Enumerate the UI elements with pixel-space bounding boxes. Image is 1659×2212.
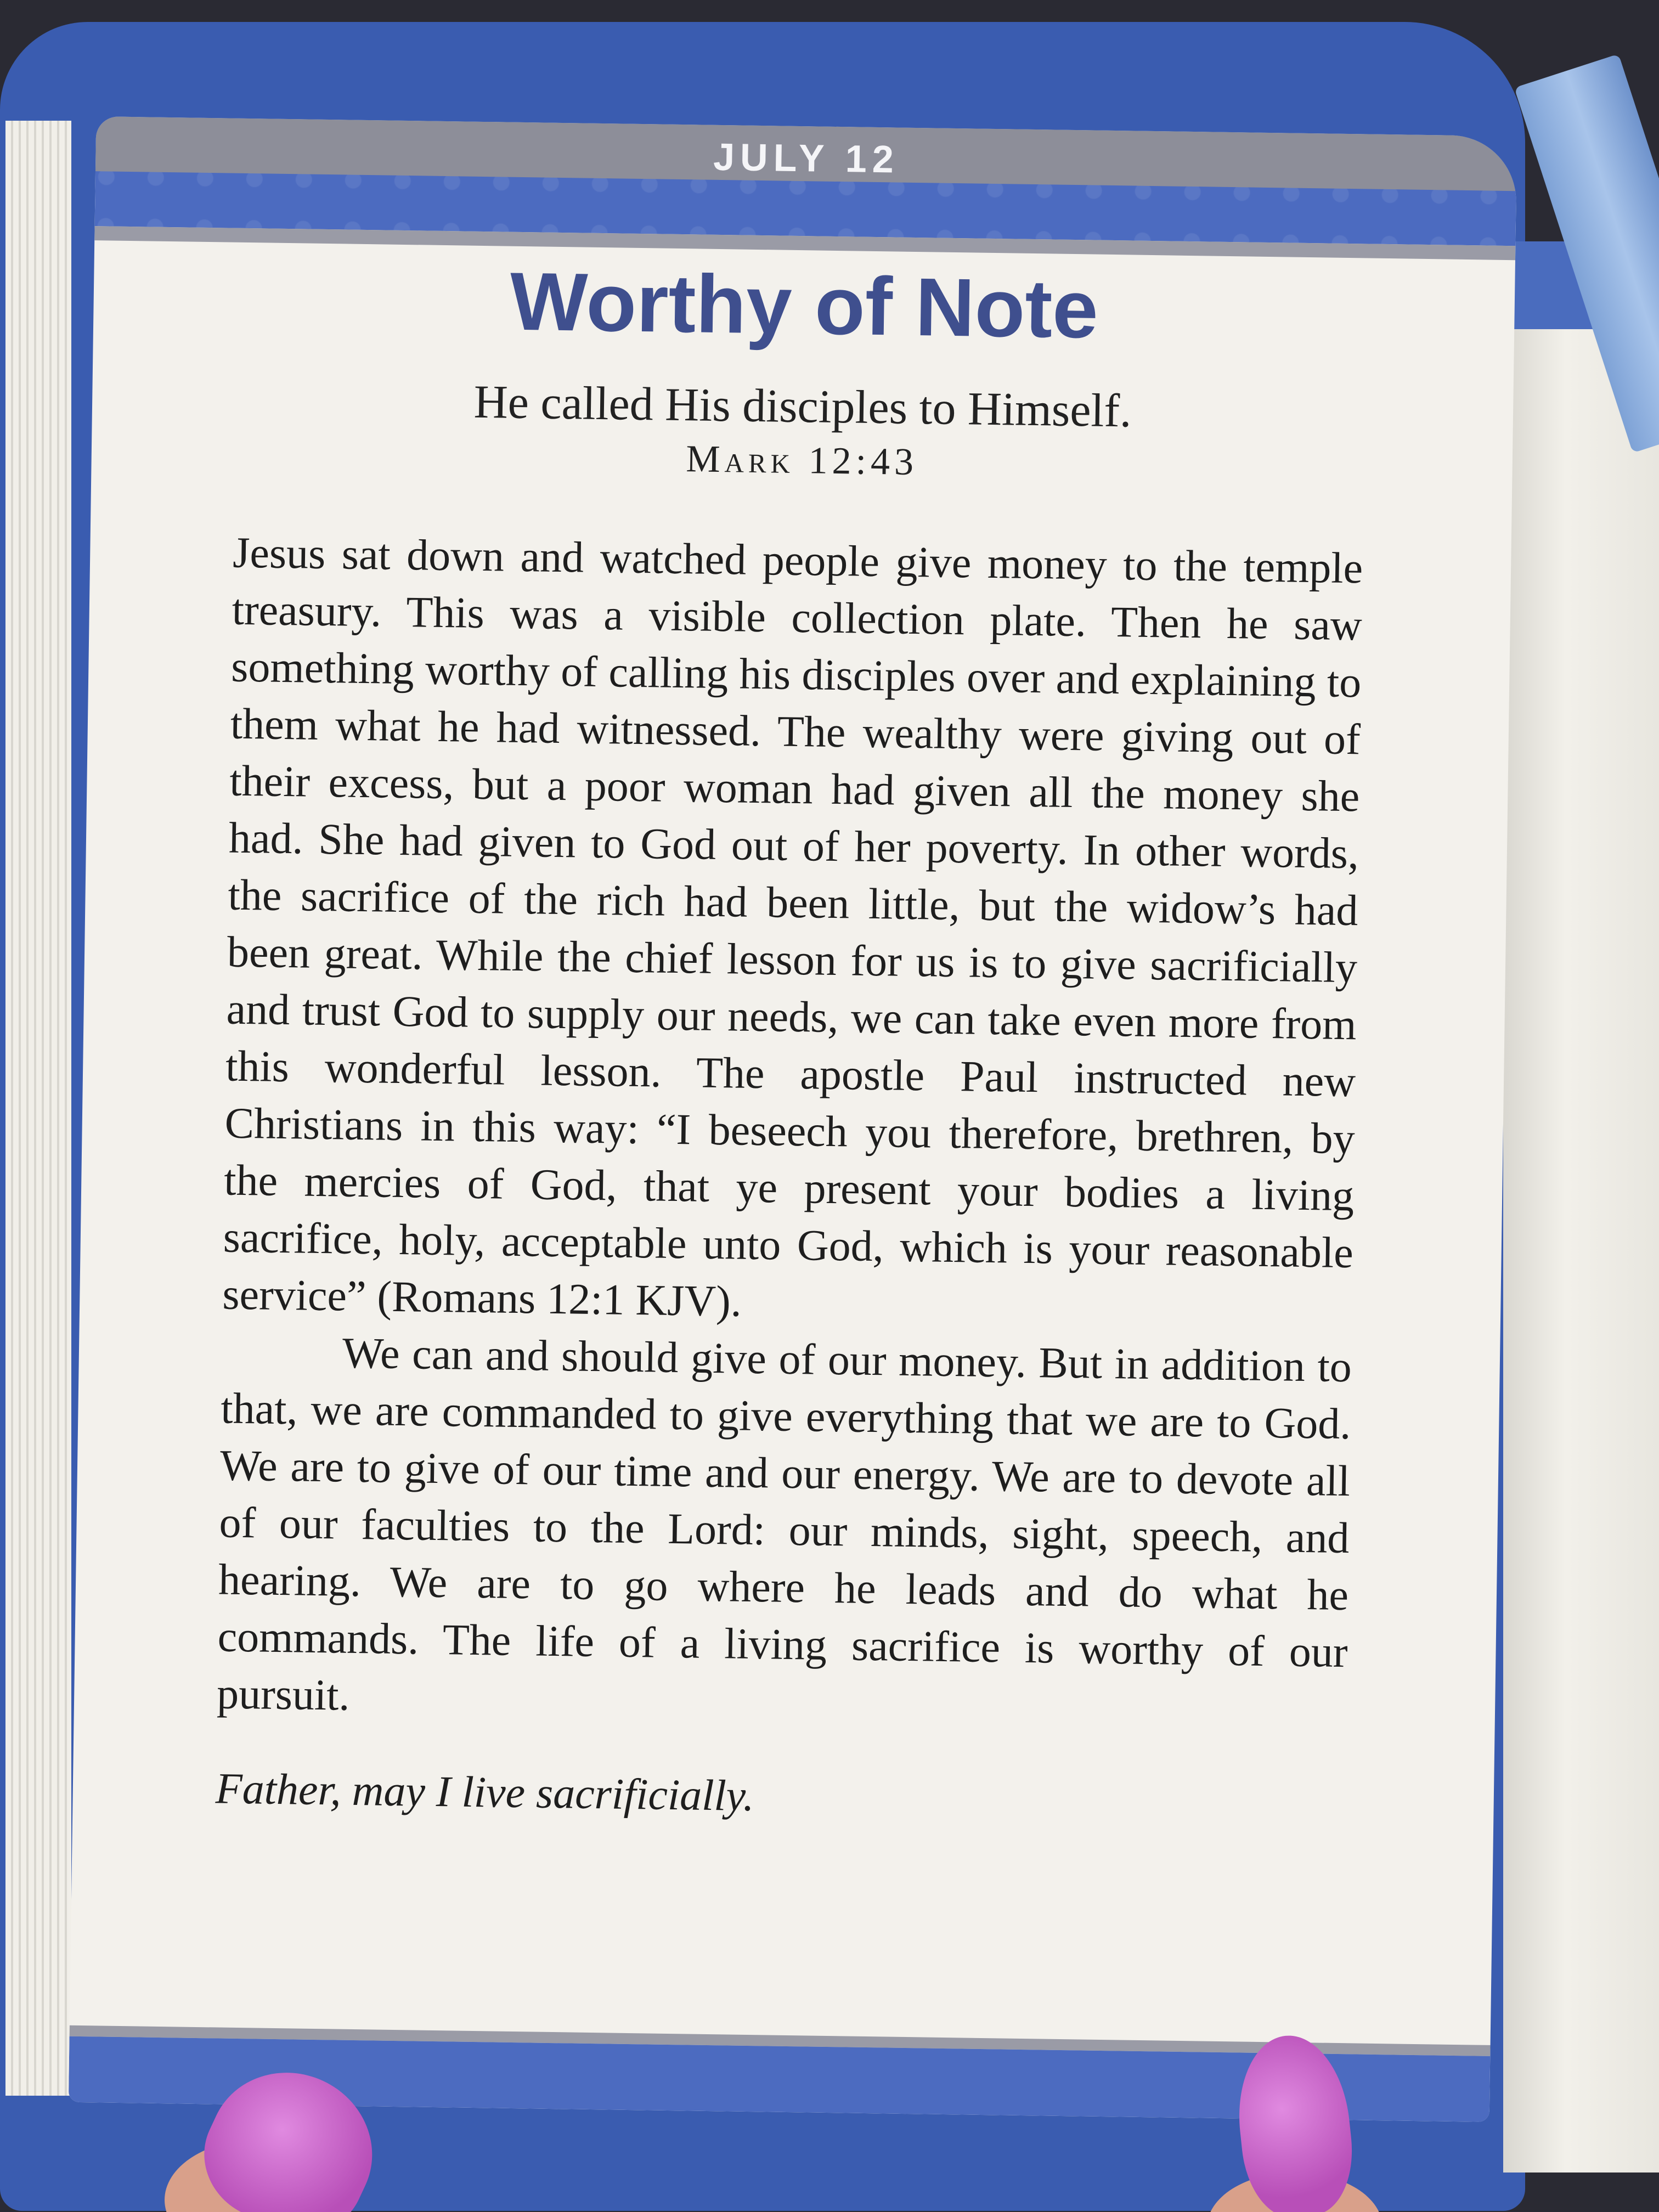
- devotional-page: [69, 116, 1517, 2122]
- facing-page: [1503, 329, 1659, 2172]
- devotional-body: [217, 524, 1363, 1739]
- closing-prayer: Father, may I live sacrificially.: [215, 1764, 755, 1821]
- body-paragraph: We can and should give of our money. But in addition to that, we are commanded to give everything that we are to God. We are to give of our time and our energy. We are to devote all of our faculties to the Lord: our minds, sight, speech, and hearing. We are to go where he leads and do what he commands. The life of a living sacrifice is worthy of our pursuit.: [216, 1329, 1352, 1720]
- body-paragraph: Jesus sat down and watched people give money to the temple treasury. This was a visible collection plate. Then he saw something worthy of calling his disciples over and explaining to them what he had witnessed. The wealthy were giving out of their excess, but a poor woman had given all the money she had. She had given to God out of her poverty. In other words, the sacrifice of the rich had been little, but the widow’s had been great. While the chief lesson for us is to give sacrificially and trust God to supply our needs, we can take even more from this wonderful lesson. The apostle Paul instructed new Christians in this way: “I beseech you therefore, brethren, by the mercies of God, that ye present your bodies a living sacrifice, holy, acceptable unto God, which is your reasonable service” (Romans 12:1 KJV).: [222, 528, 1363, 1326]
- scripture-reference: Mark 12:43: [685, 438, 918, 484]
- page-edges: [5, 121, 71, 2096]
- page-title: Worthy of Note: [509, 255, 1099, 356]
- scripture-verse: He called His disciples to Himself.: [473, 375, 1132, 437]
- page-date: JULY 12: [713, 135, 900, 181]
